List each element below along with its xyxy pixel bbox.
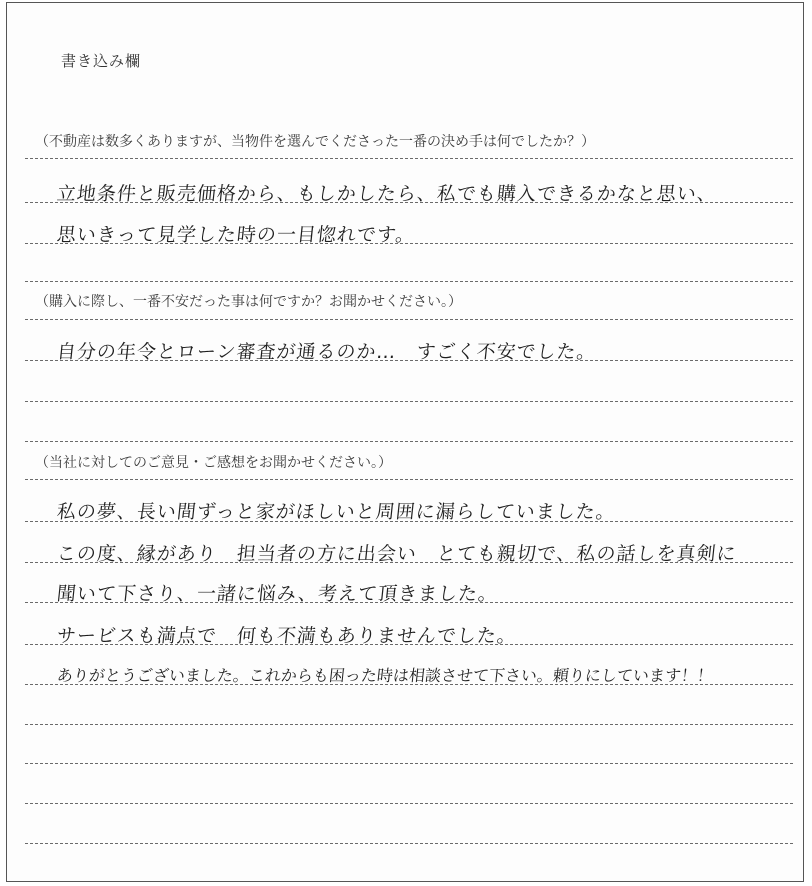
question-feedback: （当社に対してのご意見・ご感想をお聞かせください。） (35, 455, 392, 471)
answer-line: 自分の年令とローン審査が通るのか… すごく不安でした。 (55, 341, 598, 363)
answer-rule (25, 401, 793, 402)
answer-line: この度、縁があり 担当者の方に出会い とても親切で、私の話しを真剣に (55, 543, 738, 565)
answer-line: 私の夢、長い間ずっと家がほしいと周囲に漏らしていました。 (55, 501, 617, 523)
answer-rule (25, 644, 793, 645)
answer-rule (25, 441, 793, 442)
answer-rule (25, 562, 793, 563)
question-deciding-factor: （不動産は数多くありますが、当物件を選んでくださった一番の決め手は何でしたか？） (35, 134, 595, 150)
answer-rule (25, 684, 793, 685)
answer-rule (25, 281, 793, 282)
answer-line: 立地条件と販売価格から、もしかしたら、私でも購入できるかなと思い、 (55, 183, 719, 205)
answer-line: サービスも満点で 何も不満もありませんでした。 (55, 625, 519, 647)
answer-line: 思いきって見学した時の一目惚れです。 (55, 224, 417, 246)
answer-rule (25, 602, 793, 603)
answer-rule (25, 763, 793, 764)
answer-rule (25, 803, 793, 804)
answer-rule (25, 724, 793, 725)
answer-rule (25, 360, 793, 361)
answer-rule (25, 158, 793, 159)
answer-line: ありがとうございました。これからも困った時は相談させて下さい。頼りにしています！！ (55, 666, 714, 685)
answer-rule (25, 479, 793, 480)
answer-rule (25, 319, 793, 320)
form-title: 書き込み欄 (61, 52, 142, 70)
answer-rule (25, 202, 793, 203)
comment-form-sheet (6, 2, 804, 882)
answer-rule (25, 521, 793, 522)
question-biggest-worry: （購入に際し、一番不安だった事は何ですか？お聞かせください。） (35, 294, 462, 310)
answer-rule (25, 243, 793, 244)
answer-line: 聞いて下さり、一諸に悩み、考えて頂きました。 (55, 583, 500, 605)
answer-rule (25, 843, 793, 844)
